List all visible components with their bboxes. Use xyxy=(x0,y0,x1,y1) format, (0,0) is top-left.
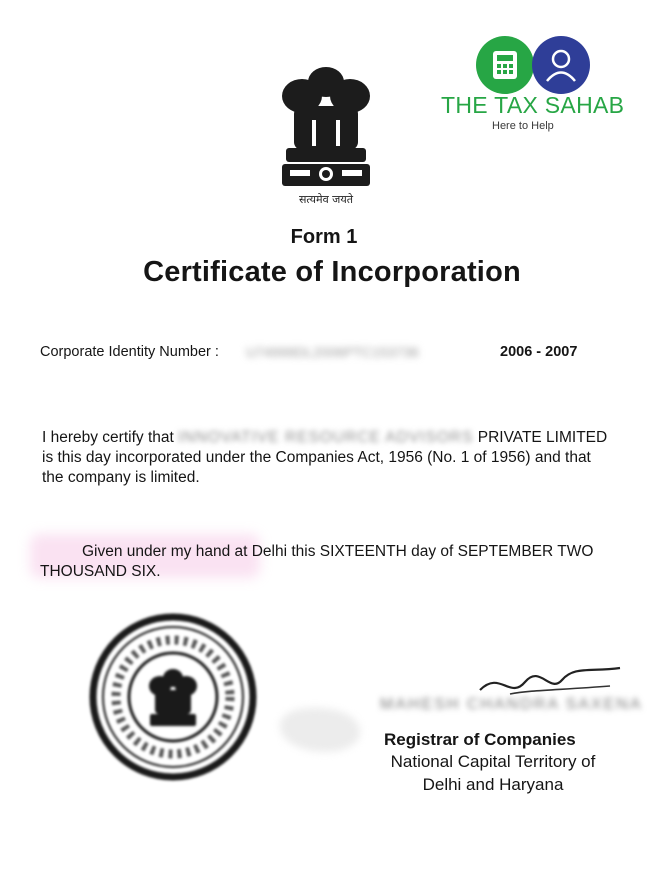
cert-intro: I hereby certify that xyxy=(42,429,174,446)
financial-year: 2006 - 2007 xyxy=(500,344,578,360)
cert-rest: PRIVATE LIMITED is this day incorporated under the Companies Act, 1956 (No. 1 of 1956) and that the company is limited. xyxy=(42,429,608,486)
brand-tagline: Here to Help xyxy=(492,120,554,132)
cin-value-redacted: U74999DL2006PTC153736 xyxy=(246,344,419,360)
person-logo-icon xyxy=(532,36,590,94)
paper-smudge xyxy=(280,708,360,752)
registrar-name-redacted: MAHESH CHANDRA SAXENA xyxy=(380,696,643,713)
company-name-redacted: INNOVATIVE RESOURCE ADVISORS xyxy=(178,429,474,446)
registrar-jurisdiction-line2: Delhi and Haryana xyxy=(422,775,564,794)
form-number: Form 1 xyxy=(290,226,358,248)
certification-paragraph xyxy=(42,428,608,488)
certificate-title: Certificate of Incorporation xyxy=(143,256,521,288)
registrar-jurisdiction-line1: National Capital Territory of xyxy=(390,752,596,771)
registrar-title: Registrar of Companies xyxy=(384,730,576,749)
brand-name: THE TAX SAHAB xyxy=(441,92,625,118)
emblem-motto: सत्यमेव जयते xyxy=(298,193,353,206)
cin-label: Corporate Identity Number : xyxy=(40,344,219,360)
national-emblem-icon xyxy=(272,60,380,210)
official-seal-icon xyxy=(88,612,258,782)
given-text: Given under my hand at Delhi this SIXTEENTH day of SEPTEMBER TWO THOUSAND SIX. xyxy=(40,543,594,580)
given-paragraph xyxy=(40,542,620,582)
calculator-logo-icon xyxy=(476,36,534,94)
